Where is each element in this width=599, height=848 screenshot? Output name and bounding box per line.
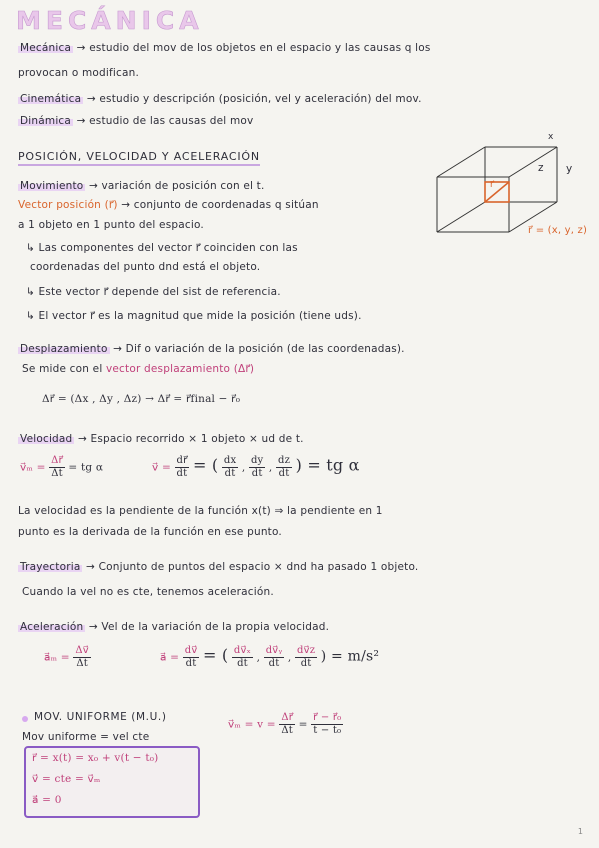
velocidad-text-2: punto es la derivada de la función en ese punto. — [18, 526, 282, 538]
mecanica-definition: → estudio del mov de los objetos en el espacio y las causas q los — [76, 42, 431, 54]
posicion-note-1b: coordenadas del punto dnd está el objeto. — [30, 261, 261, 273]
posicion-note-1a: ↳ Las componentes del vector r⃗ coinciden con las — [26, 242, 298, 254]
aceleracion-term: Aceleración — [20, 621, 84, 633]
velocidad-media-formula: v⃗ₘ = $\frac{\Delta r⃗}{\Delta t}$ = tg α — [20, 455, 104, 479]
aceleracion-line — [18, 621, 329, 633]
velocidad-instantanea-formula: v⃗ = $\frac{dr⃗}{dt}$ = ( $\frac{dx}{dt}$ , $\frac{dy}{dt}$ , $\frac{dz}{dt}$ ) = tg α — [152, 455, 360, 479]
diagram-label-r: r⃗ — [490, 180, 494, 190]
velocidad-term: Velocidad — [20, 433, 73, 445]
page-title: MECÁNICA — [16, 6, 204, 35]
desplazamiento-formula: Δr⃗ = (Δx , Δy , Δz) → Δr⃗ = r⃗final − r⃗₀ — [42, 393, 241, 405]
trayectoria-line — [18, 561, 418, 573]
velocidad-definition: → Espacio recorrido × 1 objeto × ud de t. — [77, 433, 304, 445]
diagram-label-z: z — [538, 162, 544, 174]
mu-box-eq-1: r⃗ = x(t) = x₀ + v(t − t₀) — [32, 752, 159, 764]
cinematica-term: Cinemática — [20, 93, 82, 105]
diagram-vector-label: r⃗ = (x, y, z) — [528, 225, 588, 236]
mu-box-eq-3: a⃗ = 0 — [32, 794, 62, 806]
dinamica-line — [18, 115, 253, 127]
desplazamiento-line — [18, 343, 405, 355]
mu-heading: MOV. UNIFORME (M.U.) — [34, 711, 167, 723]
aceleracion-definition: → Vel de la variación de la propia velocidad. — [88, 621, 330, 633]
trayectoria-note: Cuando la vel no es cte, tenemos aceleración. — [22, 586, 274, 598]
trayectoria-definition: → Conjunto de puntos del espacio × dnd ha pasado 1 objeto. — [86, 561, 419, 573]
desplazamiento-definition: → Dif o variación de la posición (de las coordenadas). — [113, 343, 405, 355]
mecanica-line-1 — [18, 42, 431, 54]
desplazamiento-line-2: Se mide con el vector desplazamiento (Δr⃗) — [22, 363, 255, 375]
diagram-label-y: y — [566, 163, 573, 175]
cinematica-line — [18, 93, 422, 105]
dinamica-definition: → estudio de las causas del mov — [76, 115, 254, 127]
movimiento-term: Movimiento — [20, 180, 84, 192]
trayectoria-term: Trayectoria — [20, 561, 81, 573]
vector-posicion-definition: → conjunto de coordenadas q sitúan — [121, 199, 319, 211]
page-number: 1 — [577, 827, 583, 836]
mu-box-eq-2: v⃗ = cte = v⃗ₘ — [32, 773, 101, 785]
movimiento-line — [18, 180, 265, 192]
vector-posicion-line-2: a 1 objeto en 1 punto del espacio. — [18, 219, 204, 231]
section-heading: POSICIÓN, VELOCIDAD Y ACELERACIÓN — [18, 150, 260, 166]
vector-desplazamiento-term: vector desplazamiento (Δr⃗) — [105, 363, 255, 375]
desplazamiento-term: Desplazamiento — [20, 343, 108, 355]
vector-posicion-line — [18, 199, 319, 211]
mecanica-term: Mecánica — [20, 42, 72, 54]
posicion-note-3: ↳ El vector r⃗ es la magnitud que mide la posición (tiene uds). — [26, 310, 362, 322]
mecanica-line-2: provocan o modifican. — [18, 67, 140, 79]
mu-velocity-formula: v⃗ₘ = v = $\frac{\Delta r⃗}{\Delta t}$ = $\frac{\text{r⃗ − r⃗₀}}{\text{t − t₀}}$ — [228, 712, 342, 736]
diagram-label-x: x — [548, 132, 554, 142]
dinamica-term: Dinámica — [20, 115, 72, 127]
velocidad-text-1: La velocidad es la pendiente de la función x(t) ⇒ la pendiente en 1 — [18, 505, 383, 517]
mu-definition: Mov uniforme = vel cte — [22, 731, 150, 743]
aceleracion-media-formula: a⃗ₘ = $\frac{\Delta v⃗}{\Delta t}$ — [44, 645, 89, 669]
mu-bullet — [22, 716, 28, 722]
cinematica-definition: → estudio y descripción (posición, vel y aceleración) del mov. — [86, 93, 422, 105]
movimiento-definition: → variación de posición con el t. — [88, 180, 265, 192]
posicion-note-2: ↳ Este vector r⃗ depende del sist de referencia. — [26, 286, 281, 298]
vector-posicion-term: Vector posición (r⃗) — [18, 199, 118, 211]
aceleracion-instantanea-formula: a⃗ = $\frac{dv⃗}{dt}$ = ( $\frac{\text{dv⃗ₓ}}{dt}$ , $\frac{\text{dv⃗ᵧ}}{dt}$ , $\frac{dv⃗z}{dt}$ ) = m/s² — [160, 645, 380, 669]
velocidad-line — [18, 433, 304, 445]
